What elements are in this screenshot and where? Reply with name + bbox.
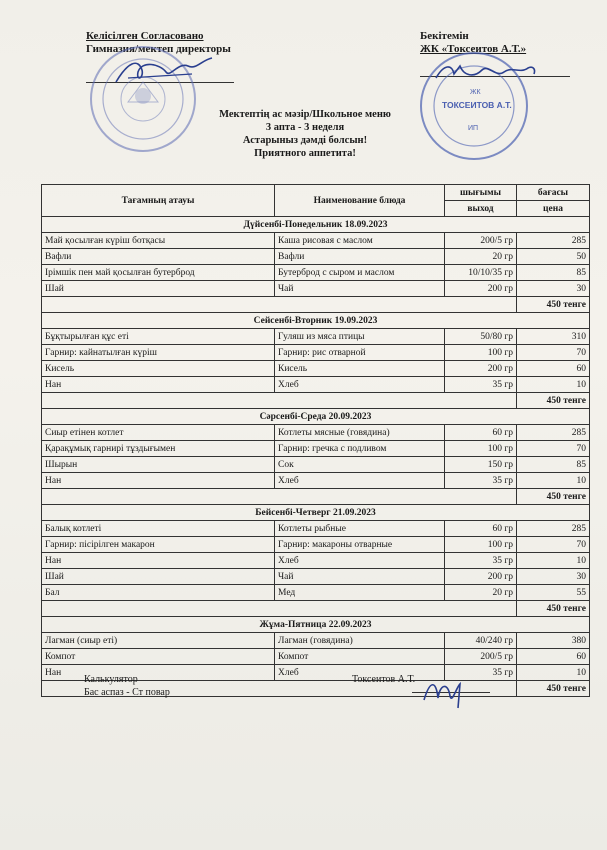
dish-output: 200/5 гр: [445, 233, 517, 249]
dish-price: 70: [517, 345, 590, 361]
day-header-row: [42, 617, 590, 633]
dish-name-kz: Нан: [42, 665, 275, 681]
dish-price: 285: [517, 233, 590, 249]
dish-name-ru: Гуляш из мяса птицы: [275, 329, 445, 345]
dish-output: 200 гр: [445, 281, 517, 297]
dish-name-kz: Вафли: [42, 249, 275, 265]
dish-name-ru: Хлеб: [275, 473, 445, 489]
day-total-row: [42, 393, 590, 409]
day-header-row: [42, 409, 590, 425]
title-line2: 3 апта - 3 неделя: [265, 122, 345, 133]
dish-output: 35 гр: [445, 553, 517, 569]
dish-output: 200/5 гр: [445, 649, 517, 665]
header-col-kz: Тағамның атауы: [42, 185, 275, 217]
approval-left-line2: Гимназия/мектеп директоры: [86, 43, 231, 55]
table-row: [42, 377, 590, 393]
table-row: [42, 345, 590, 361]
table-row: [42, 633, 590, 649]
header-col-out-ru: выход: [445, 201, 517, 217]
dish-name-kz: Гарнир: пісірілген макарон: [42, 537, 275, 553]
dish-output: 100 гр: [445, 345, 517, 361]
dish-price: 10: [517, 473, 590, 489]
dish-output: 50/80 гр: [445, 329, 517, 345]
day-title: Сәрсенбі-Среда 20.09.2023: [42, 409, 590, 425]
table-row: [42, 361, 590, 377]
dish-name-ru: Кисель: [275, 361, 445, 377]
day-header-row: [42, 505, 590, 521]
dish-name-ru: Хлеб: [275, 665, 445, 681]
day-total: 450 тенге: [517, 297, 590, 313]
day-title: Сейсенбі-Вторник 19.09.2023: [42, 313, 590, 329]
table-row: [42, 249, 590, 265]
menu-title: [150, 108, 460, 160]
dish-name-ru: Хлеб: [275, 553, 445, 569]
title-line3: Астарыныз дәмді болсын!: [242, 135, 368, 146]
table-row: [42, 457, 590, 473]
dish-output: 35 гр: [445, 473, 517, 489]
dish-output: 60 гр: [445, 521, 517, 537]
dish-name-kz: Шай: [42, 281, 275, 297]
dish-price: 85: [517, 457, 590, 473]
dish-output: 40/240 гр: [445, 633, 517, 649]
dish-output: 60 гр: [445, 425, 517, 441]
dish-name-ru: Компот: [275, 649, 445, 665]
title-line4: Приятного аппетита!: [254, 148, 356, 159]
dish-name-kz: Сиыр етінен котлет: [42, 425, 275, 441]
dish-price: 70: [517, 537, 590, 553]
day-title: Жұма-Пятница 22.09.2023: [42, 617, 590, 633]
footer-cook-label: Бас аспаз - Ст повар: [84, 687, 170, 698]
dish-price: 380: [517, 633, 590, 649]
dish-name-ru: Котлеты рыбные: [275, 521, 445, 537]
dish-price: 285: [517, 425, 590, 441]
approval-right-line2: ЖК «Токсеитов А.Т.»: [420, 43, 527, 55]
header-col-price-ru: цена: [517, 201, 590, 217]
dish-output: 10/10/35 гр: [445, 265, 517, 281]
dish-output: 20 гр: [445, 585, 517, 601]
day-total: 450 тенге: [517, 601, 590, 617]
dish-name-kz: Лагман (сиыр еті): [42, 633, 275, 649]
dish-price: 60: [517, 361, 590, 377]
table-row: [42, 441, 590, 457]
dish-price: 50: [517, 249, 590, 265]
dish-output: 35 гр: [445, 665, 517, 681]
dish-name-ru: Чай: [275, 569, 445, 585]
dish-name-ru: Вафли: [275, 249, 445, 265]
seal-org: ЖК: [470, 89, 481, 96]
dish-price: 55: [517, 585, 590, 601]
dish-name-kz: Компот: [42, 649, 275, 665]
signature-right-icon: [430, 56, 540, 90]
day-total-blank: [42, 489, 517, 505]
dish-output: 100 гр: [445, 537, 517, 553]
day-total-blank: [42, 297, 517, 313]
dish-price: 10: [517, 665, 590, 681]
dish-name-ru: Лагман (говядина): [275, 633, 445, 649]
dish-name-kz: Ірімшік пен май қосылған бутерброд: [42, 265, 275, 281]
dish-name-kz: Нан: [42, 553, 275, 569]
dish-name-kz: Шай: [42, 569, 275, 585]
dish-name-ru: Мед: [275, 585, 445, 601]
seal-type: ИП: [468, 125, 479, 132]
title-line1: Мектептің ас мәзір/Школьное меню: [219, 109, 391, 120]
day-total-row: [42, 297, 590, 313]
table-row: [42, 521, 590, 537]
dish-price: 30: [517, 569, 590, 585]
dish-output: 35 гр: [445, 377, 517, 393]
dish-name-ru: Гарнир: гречка с подливом: [275, 441, 445, 457]
menu-table: [41, 184, 590, 697]
dish-price: 70: [517, 441, 590, 457]
signature-left-icon: [108, 52, 218, 92]
table-row: [42, 569, 590, 585]
header-col-out-kz: шығымы: [445, 185, 517, 201]
dish-name-ru: Каша рисовая с маслом: [275, 233, 445, 249]
day-title: Бейсенбі-Четверг 21.09.2023: [42, 505, 590, 521]
table-row: [42, 425, 590, 441]
dish-name-ru: Сок: [275, 457, 445, 473]
dish-name-kz: Нан: [42, 473, 275, 489]
dish-output: 200 гр: [445, 361, 517, 377]
approval-right-line1: Бекітемін: [420, 30, 469, 42]
dish-name-kz: Кисель: [42, 361, 275, 377]
table-row: [42, 585, 590, 601]
day-total-row: [42, 601, 590, 617]
day-title: Дүйсенбі-Понедельник 18.09.2023: [42, 217, 590, 233]
day-total: 450 тенге: [517, 393, 590, 409]
dish-price: 285: [517, 521, 590, 537]
dish-output: 20 гр: [445, 249, 517, 265]
dish-name-ru: Котлеты мясные (говядина): [275, 425, 445, 441]
dish-name-ru: Чай: [275, 281, 445, 297]
table-row: [42, 265, 590, 281]
seal-name: ТОКСЕИТОВ А.Т.: [442, 100, 512, 110]
dish-name-kz: Балық котлеті: [42, 521, 275, 537]
dish-name-ru: Гарнир: рис отварной: [275, 345, 445, 361]
dish-price: 60: [517, 649, 590, 665]
day-total: 450 тенге: [517, 681, 590, 697]
table-row: [42, 473, 590, 489]
dish-name-kz: Шырын: [42, 457, 275, 473]
footer-calc-name: Токсеитов А.Т.: [352, 674, 416, 685]
table-header-row: [42, 185, 590, 201]
day-total-blank: [42, 601, 517, 617]
footer-signature-icon: [420, 674, 480, 710]
table-row: [42, 649, 590, 665]
dish-price: 85: [517, 265, 590, 281]
dish-price: 310: [517, 329, 590, 345]
day-total: 450 тенге: [517, 489, 590, 505]
dish-name-kz: Гарнир: кайнатылған күріш: [42, 345, 275, 361]
dish-output: 100 гр: [445, 441, 517, 457]
dish-name-kz: Май қосылған күріш ботқасы: [42, 233, 275, 249]
dish-price: 10: [517, 553, 590, 569]
table-row: [42, 329, 590, 345]
dish-name-kz: Бұқтырылған құс еті: [42, 329, 275, 345]
dish-price: 30: [517, 281, 590, 297]
dish-price: 10: [517, 377, 590, 393]
dish-name-ru: Бутерброд с сыром и маслом: [275, 265, 445, 281]
table-row: [42, 553, 590, 569]
dish-output: 200 гр: [445, 569, 517, 585]
day-total-row: [42, 489, 590, 505]
dish-name-ru: Хлеб: [275, 377, 445, 393]
header-col-ru: Наименование блюда: [275, 185, 445, 217]
dish-name-ru: Гарнир: макароны отварные: [275, 537, 445, 553]
approval-left-line1: Келісілген Согласовано: [86, 30, 204, 42]
day-header-row: [42, 313, 590, 329]
table-row: [42, 281, 590, 297]
day-total-blank: [42, 393, 517, 409]
table-row: [42, 233, 590, 249]
footer-calc-label: Калькулятор: [84, 674, 138, 685]
table-row: [42, 537, 590, 553]
header-col-price-kz: бағасы: [517, 185, 590, 201]
day-header-row: [42, 217, 590, 233]
dish-name-kz: Бал: [42, 585, 275, 601]
dish-name-kz: Қарақұмық гарнирі тұздығымен: [42, 441, 275, 457]
dish-name-kz: Нан: [42, 377, 275, 393]
dish-output: 150 гр: [445, 457, 517, 473]
